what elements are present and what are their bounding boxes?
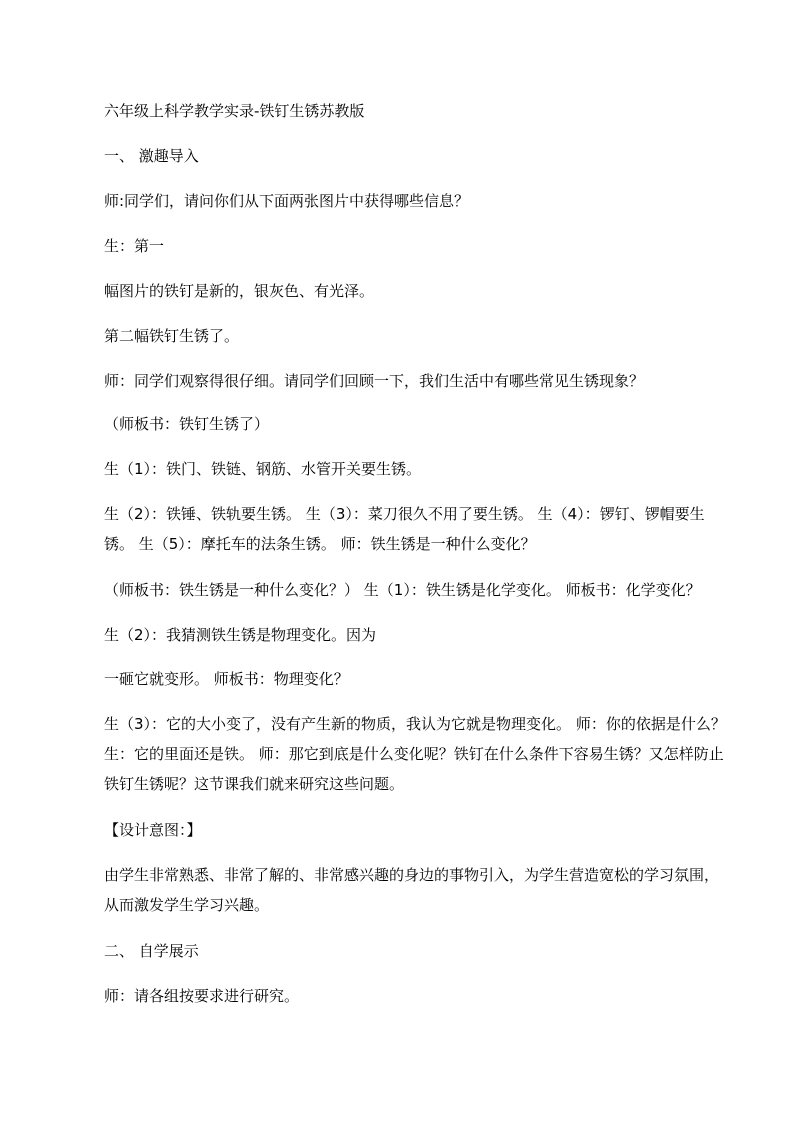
- document-title: 六年级上科学教学实录-铁钉生锈苏教版: [104, 102, 365, 120]
- paragraph: 生（2）：我猜测铁生锈是物理变化。因为: [104, 626, 377, 644]
- paragraph: 由学生非常熟悉、非常了解的、非常感兴趣的身边的事物引入，为学生营造宽松的学习氛围，从而激发学生学习兴趣。: [104, 866, 720, 914]
- paragraph: （师板书：铁钉生锈了）: [104, 415, 270, 433]
- paragraph: 幅图片的铁钉是新的，银灰色、有光泽。: [104, 282, 375, 300]
- paragraph: 生（1）：铁门、铁链、钢筋、水管开关要生锈。: [104, 460, 422, 478]
- paragraph: 生（2）：铁锤、铁轨要生锈。 生（3）：菜刀很久不用了要生锈。 生（4）：锣钉、锣帽要生锈。 生（5）：摩托车的法条生锈。 师：铁生锈是一种什么变化？: [104, 505, 705, 553]
- design-intent-heading: 【设计意图：】: [104, 821, 202, 839]
- paragraph: 师：同学们观察得很仔细。请同学们回顾一下，我们生活中有哪些常见生锈现象？: [104, 372, 645, 390]
- paragraph: 第二幅铁钉生锈了。: [104, 327, 240, 345]
- section-heading-self-study: 二、 自学展示: [104, 942, 199, 960]
- paragraph: 生：第一: [104, 237, 165, 255]
- paragraph: （师板书：铁生锈是一种什么变化？） 生（1）：铁生锈是化学变化。 师板书：化学变化？: [104, 581, 701, 599]
- paragraph: 师：请各组按要求进行研究。: [104, 987, 300, 1005]
- paragraph: 一砸它就变形。 师板书：物理变化？: [104, 670, 349, 688]
- paragraph: 生（3）：它的大小变了，没有产生新的物质，我认为它就是物理变化。 师：你的依据是什么？ 生：它的里面还是铁。 师：那它到底是什么变化呢？铁钉在什么条件下容易生锈？又怎样防止铁钉生锈呢？这节课我们就来研究这些问题。: [104, 715, 726, 793]
- section-heading-intro: 一、 激趣导入: [104, 147, 199, 165]
- paragraph: 师:同学们，请问你们从下面两张图片中获得哪些信息？: [104, 192, 470, 210]
